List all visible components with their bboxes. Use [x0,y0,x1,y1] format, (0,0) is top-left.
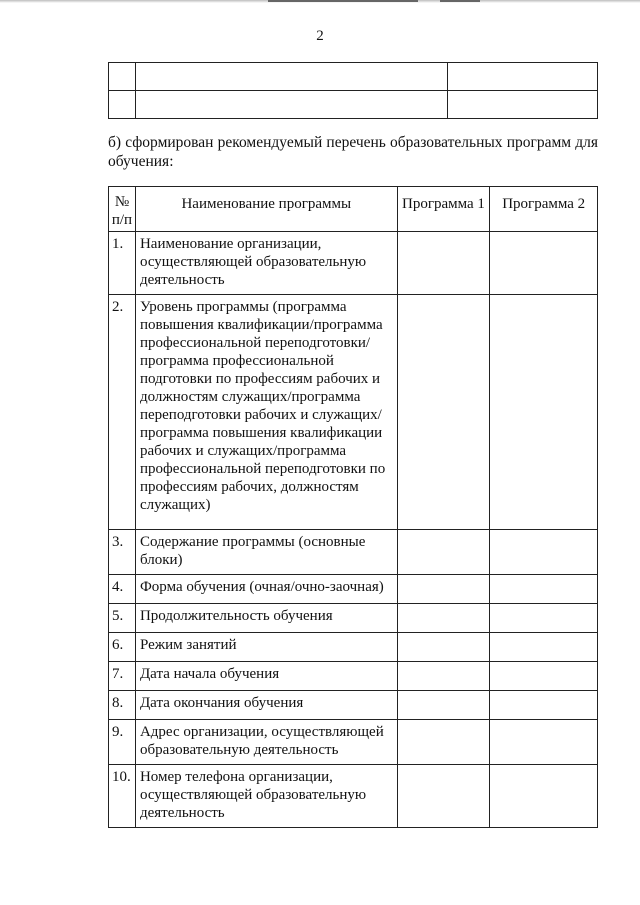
row-number: 10. [109,765,136,828]
row-name: Наименование организации, осуществляющей образовательную деятельность [135,232,397,295]
program-2-cell[interactable] [490,662,598,691]
table-row [109,765,598,828]
row-number: 2. [109,295,136,530]
row-name: Дата окончания обучения [135,691,397,720]
program-1-cell[interactable] [397,765,490,828]
row-number: 9. [109,720,136,765]
program-1-cell[interactable] [397,232,490,295]
table-row [109,691,598,720]
table-cell [136,91,448,119]
table-row [109,604,598,633]
scan-mark [440,0,480,2]
table-row [109,91,598,119]
row-name: Номер телефона организации, осуществляющей образовательную деятельность [135,765,397,828]
program-2-cell[interactable] [490,232,598,295]
table-row [109,720,598,765]
table-row [109,633,598,662]
row-number: 3. [109,530,136,575]
program-2-cell[interactable] [490,633,598,662]
row-name: Уровень программы (программа повышения квалификации/программа профессиональной переподготовки/программа профессиональной подготовки по профессиям рабочих и должностям служащих/программа переподготовки рабочих и служащих/программа повышения квалификации рабочих и служащих/программа профессиональной переподготовки по профессиям рабочих, должностям служащих) [135,295,397,530]
program-2-cell[interactable] [490,765,598,828]
header-num: № п/п [109,187,136,232]
program-1-cell[interactable] [397,633,490,662]
page-number: 2 [316,28,324,44]
row-name: Форма обучения (очная/очно-заочная) [135,575,397,604]
program-2-cell[interactable] [490,691,598,720]
program-2-cell[interactable] [490,720,598,765]
row-number: 6. [109,633,136,662]
programs-table [108,186,598,828]
program-2-cell[interactable] [490,604,598,633]
intro-paragraph: б) сформирован рекомендуемый перечень образовательных программ для обучения: [108,134,598,170]
table-cell [448,63,598,91]
table-cell [448,91,598,119]
program-1-cell[interactable] [397,662,490,691]
row-number: 7. [109,662,136,691]
table-row [109,530,598,575]
row-name: Адрес организации, осуществляющей образовательную деятельность [135,720,397,765]
program-1-cell[interactable] [397,691,490,720]
program-2-cell[interactable] [490,530,598,575]
table-row [109,63,598,91]
program-1-cell[interactable] [397,530,490,575]
table-header-row [109,187,598,232]
header-name: Наименование программы [135,187,397,232]
header-program-1: Программа 1 [397,187,490,232]
table-row [109,232,598,295]
row-name: Продолжительность обучения [135,604,397,633]
row-number: 4. [109,575,136,604]
table-row [109,662,598,691]
program-2-cell[interactable] [490,575,598,604]
table-cell [109,91,136,119]
row-number: 5. [109,604,136,633]
header-program-2: Программа 2 [490,187,598,232]
table-row [109,295,598,530]
program-1-cell[interactable] [397,720,490,765]
row-name: Режим занятий [135,633,397,662]
row-number: 8. [109,691,136,720]
row-number: 1. [109,232,136,295]
table-row [109,575,598,604]
table-cell [109,63,136,91]
row-name: Содержание программы (основные блоки) [135,530,397,575]
table-cell [136,63,448,91]
program-1-cell[interactable] [397,295,490,530]
row-name: Дата начала обучения [135,662,397,691]
program-1-cell[interactable] [397,604,490,633]
program-1-cell[interactable] [397,575,490,604]
previous-table-continuation [108,62,598,119]
scan-mark [268,0,418,2]
program-2-cell[interactable] [490,295,598,530]
